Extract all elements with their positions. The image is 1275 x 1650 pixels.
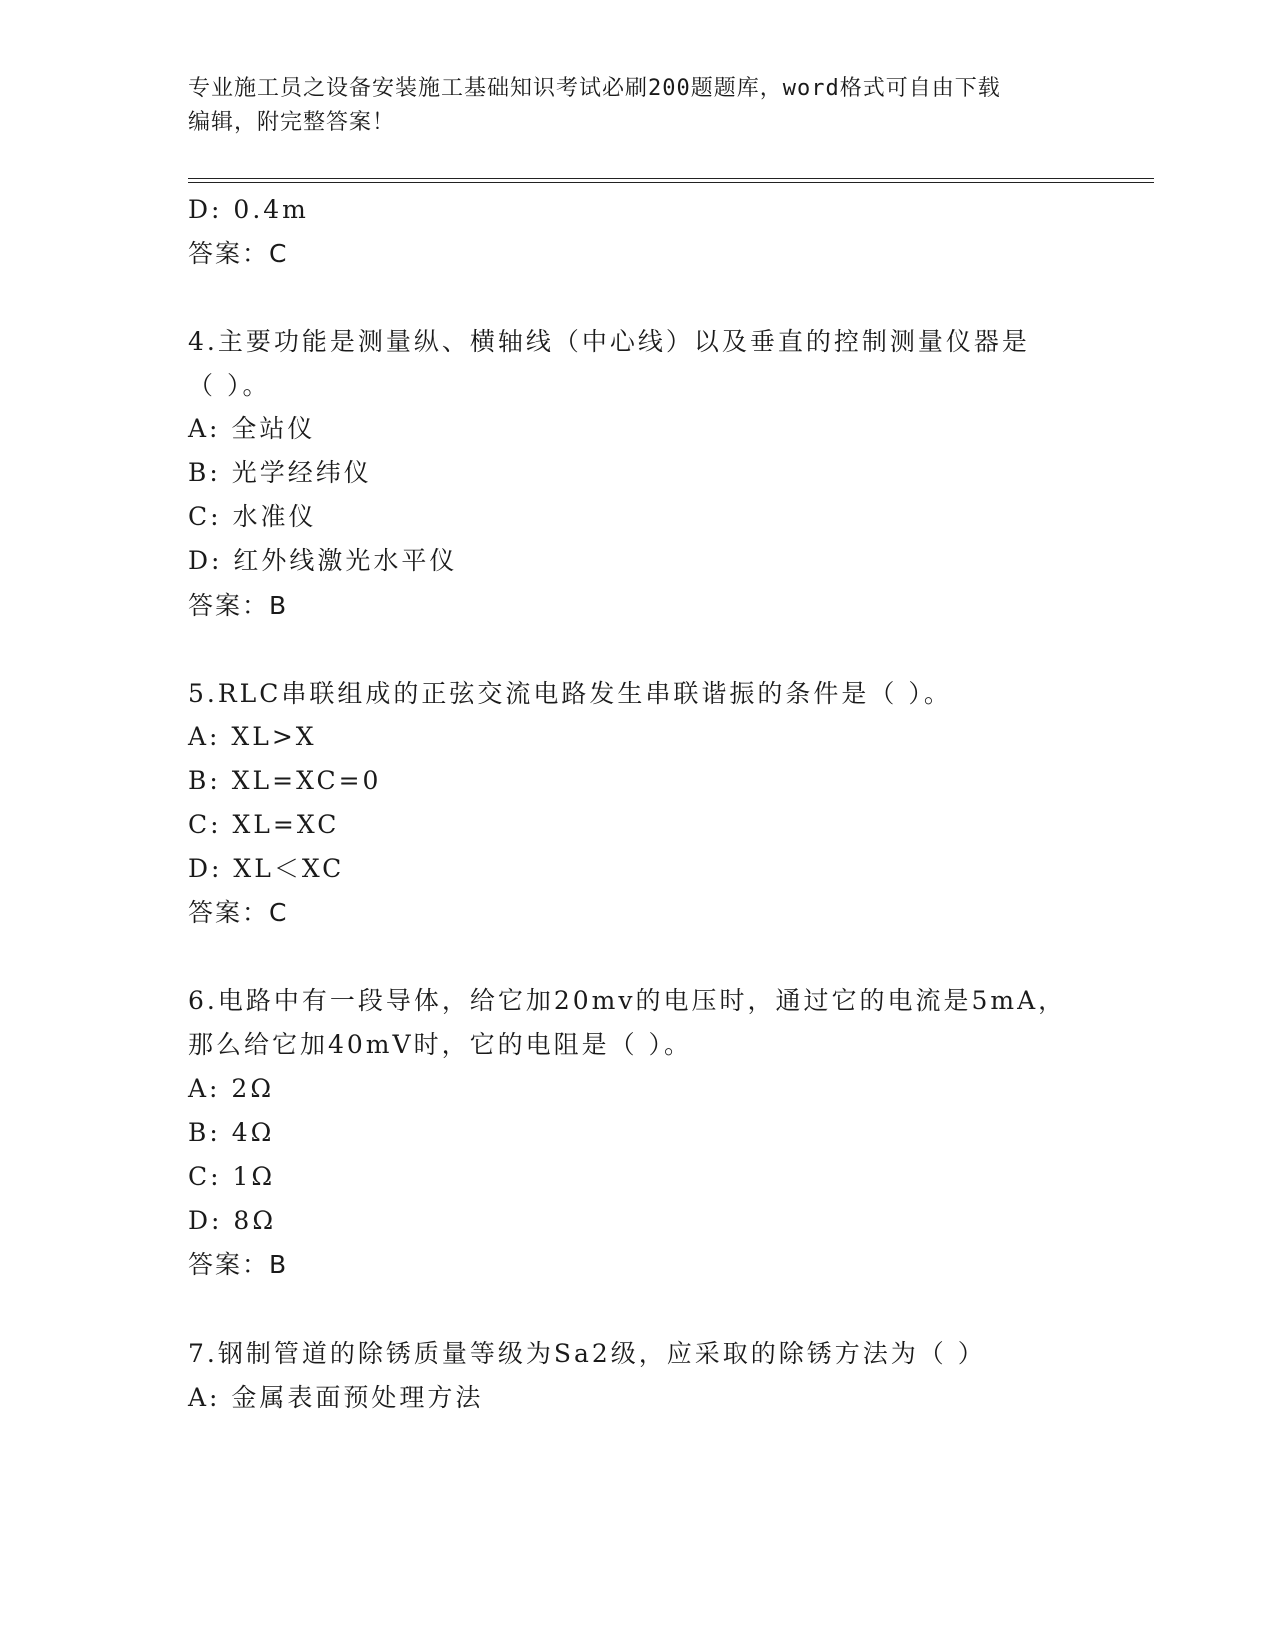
q4-option-b: B: 光学经纬仪: [188, 458, 372, 487]
header-title-line2: 编辑，附完整答案！: [188, 110, 396, 135]
q5-answer: 答案：C: [188, 898, 289, 927]
q6-option-d: D: 8Ω: [188, 1206, 277, 1235]
q3-answer: 答案：C: [188, 239, 289, 268]
q6-answer: 答案：B: [188, 1250, 289, 1279]
q4-answer: 答案：B: [188, 591, 289, 620]
q6-option-a: A: 2Ω: [188, 1074, 275, 1103]
header-title-line1: 专业施工员之设备安装施工基础知识考试必刷200题题库，word格式可自由下载: [188, 76, 1001, 101]
q7-stem: 7.钢制管道的除锈质量等级为Sa2级，应采取的除锈方法为（ ）: [188, 1339, 986, 1368]
q4-option-c: C: 水准仪: [188, 502, 317, 531]
header-divider-bottom: [188, 182, 1154, 183]
q5-option-b: B: XL=XC=0: [188, 766, 382, 795]
q5-option-d: D: XL＜XC: [188, 854, 345, 883]
q6-option-c: C: 1Ω: [188, 1162, 276, 1191]
q4-option-a: A: 全站仪: [188, 414, 316, 443]
q6-stem-line2: 那么给它加40mV时，它的电阻是（ ）。: [188, 1030, 693, 1059]
document-header: [188, 72, 1088, 140]
q7-option-a: A: 金属表面预处理方法: [188, 1383, 484, 1412]
q4-option-d: D: 红外线激光水平仪: [188, 546, 458, 575]
q5-option-a: A: XL>X: [188, 722, 317, 751]
q4-stem-line2: （ ）。: [188, 371, 271, 400]
q5-stem: 5.RLC串联组成的正弦交流电路发生串联谐振的条件是（ ）。: [188, 679, 952, 708]
q6-stem-line1: 6.电路中有一段导体，给它加20mv的电压时，通过它的电流是5mA，: [188, 986, 1067, 1015]
q5-option-c: C: XL=XC: [188, 810, 340, 839]
q4-stem-line1: 4.主要功能是测量纵、横轴线（中心线）以及垂直的控制测量仪器是: [188, 327, 1030, 356]
q6-option-b: B: 4Ω: [188, 1118, 275, 1147]
header-divider-top: [188, 178, 1154, 179]
q3-option-d: D: 0.4m: [188, 195, 309, 224]
